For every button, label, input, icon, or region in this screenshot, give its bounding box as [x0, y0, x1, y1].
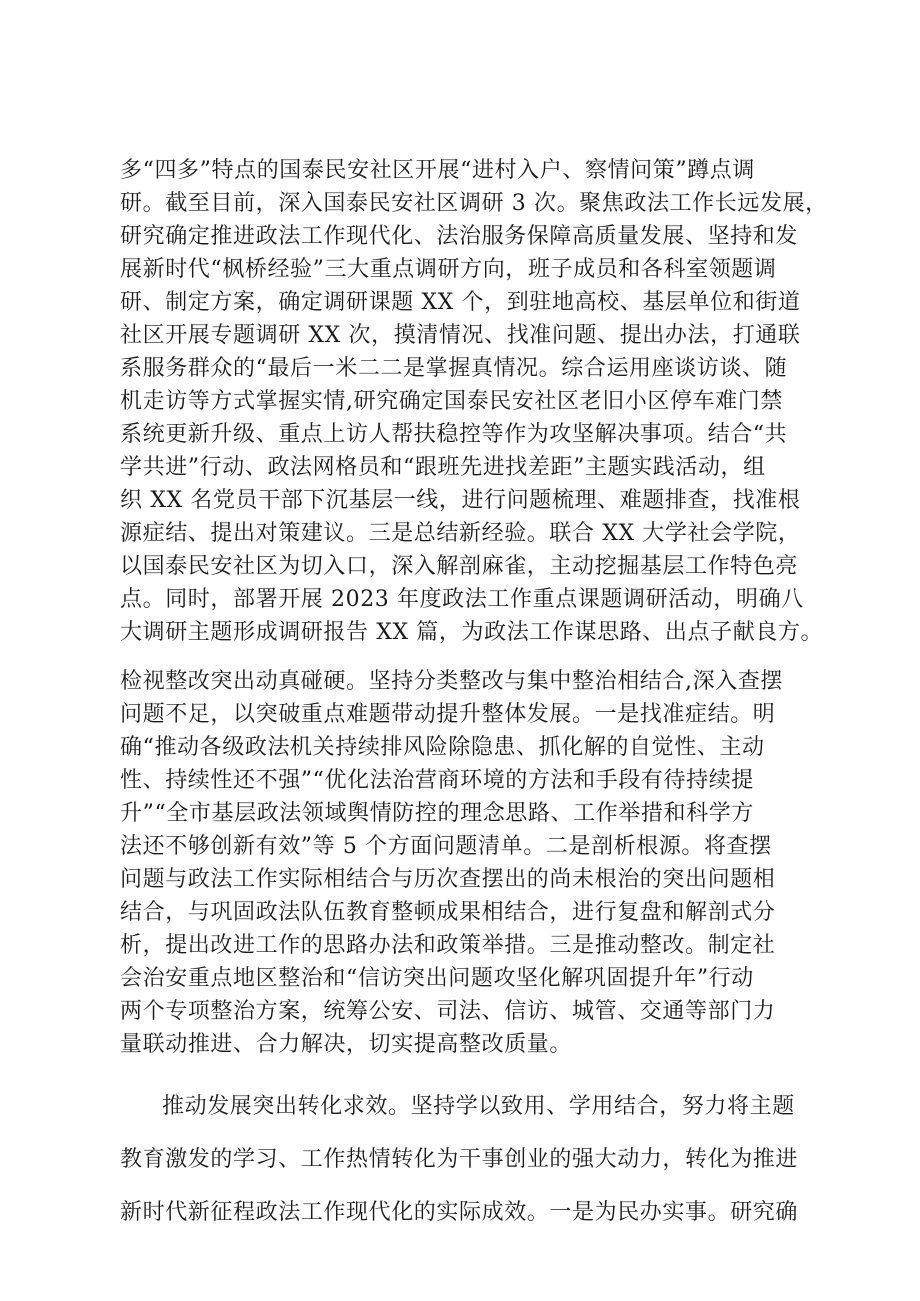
text-line: 系服务群众的“最后一米二二是掌握真情况。综合运用座谈访谈、随	[120, 356, 788, 381]
text-line: 源症结、提出对策建议。三是总结新经验。联合 XX 大学社会学院，	[120, 521, 801, 546]
text-line: 性、持续性还不强”“优化法治营商环境的方法和手段有待持续提	[120, 768, 754, 793]
text-line: 结合，与巩固政法队伍教育整顿成果相结合，进行复盘和解剖式分	[120, 900, 776, 925]
text-line: 展新时代“枫桥经验”三大重点调研方向，班子成员和各科室领题调	[120, 257, 777, 282]
text-line: 社区开展专题调研 XX 次，摸清情况、找准问题、提出办法，打通联	[120, 323, 801, 348]
text-line: 问题与政法工作实际相结合与历次查摆出的尚未根治的突出问题相	[120, 867, 776, 892]
text-line: 升”“全市基层政法领域舆情防控的理念思路、工作举措和科学方	[120, 801, 754, 826]
text-line: 析，提出改进工作的思路办法和政策举措。三是推动整改。制定社	[120, 933, 776, 958]
text-line: 新时代新征程政法工作现代化的实际成效。一是为民办实事。研究确	[120, 1200, 799, 1225]
text-line: 教育激发的学习、工作热情转化为干事创业的强大动力，转化为推进	[120, 1147, 799, 1172]
text-line: 大调研主题形成调研报告 XX 篇，为政法工作谋思路、出点子献良方。	[120, 620, 824, 645]
text-line: 系统更新升级、重点上访人帮扶稳控等作为攻坚解决事项。结合“共	[120, 422, 788, 447]
text-line: 研究确定推进政法工作现代化、法治服务保障高质量发展、坚持和发	[120, 224, 799, 249]
text-line: 问题不足，以突破重点难题带动提升整体发展。一是找准症结。明	[120, 702, 776, 727]
text-line: 多“四多”特点的国泰民安社区开展“进村入户、察情问策”蹲点调	[120, 158, 755, 183]
text-line: 确“推动各级政法机关持续排风险除隐患、抓化解的自觉性、主动	[120, 735, 765, 760]
text-line: 推动发展突出转化求效。坚持学以致用、学用结合，努力将主题	[162, 1094, 795, 1119]
text-line: 机走访等方式掌握实情,研究确定国泰民安社区老旧小区停车难门禁	[120, 389, 783, 414]
text-line: 点。同时，部署开展 2023 年度政法工作重点课题调研活动，明确八	[120, 587, 804, 612]
text-line: 织 XX 名党员干部下沉基层一线，进行问题梳理、难题排查，找准根	[120, 488, 801, 513]
text-line: 会治安重点地区整治和“信访突出问题攻坚化解巩固提升年”行动	[120, 966, 754, 991]
text-line: 研、制定方案，确定调研课题 XX 个，到驻地高校、基层单位和街道	[120, 290, 801, 315]
text-line: 检视整改突出动真碰硬。坚持分类整改与集中整治相结合,深入查摆	[120, 669, 783, 694]
text-line: 研。截至目前，深入国泰民安社区调研 3 次。聚焦政法工作长远发展，	[120, 191, 828, 216]
text-line: 量联动推进、合力解决，切实提高整改质量。	[120, 1032, 573, 1057]
text-line: 以国泰民安社区为切入口，深入解剖麻雀，主动挖掘基层工作特色亮	[120, 554, 799, 579]
text-line: 学共进”行动、政法网格员和“跟班先进找差距”主题实践活动，组	[120, 455, 766, 480]
text-line: 两个专项整治方案，统筹公安、司法、信访、城管、交通等部门力	[120, 999, 776, 1024]
text-line: 法还不够创新有效”等 5 个方面问题清单。二是剖析根源。将查摆	[120, 834, 772, 859]
